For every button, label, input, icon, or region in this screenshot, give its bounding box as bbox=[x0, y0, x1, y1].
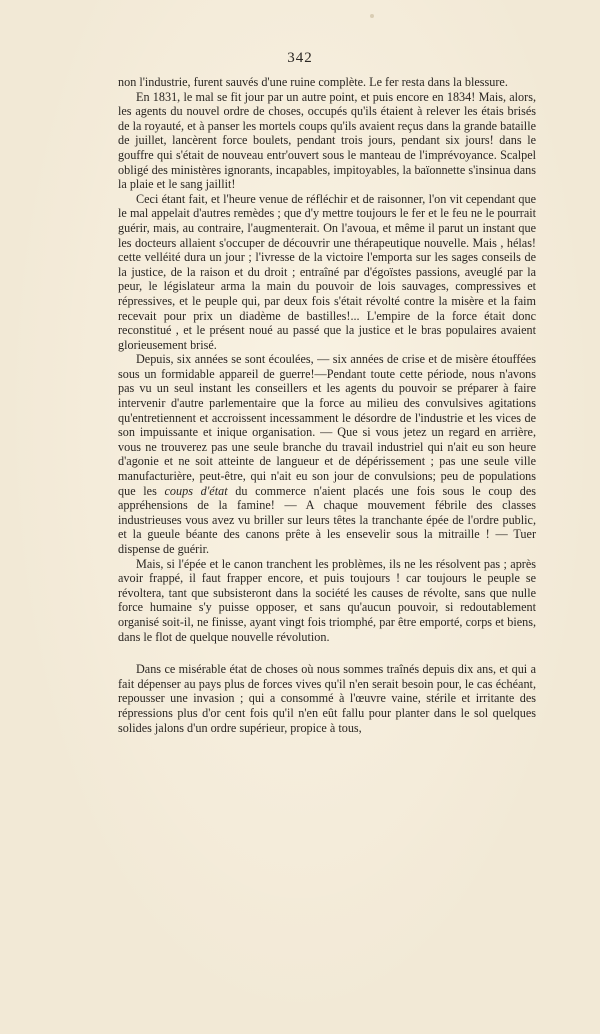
paragraph-2: En 1831, le mal se fit jour par un autre point, et puis encore en 1834! Mais, alors, les agents du nouvel ordre de choses, occupés qu'ils étaient à relever les étais brisés de la royauté, et à panser les mortels coups qu'ils avaient reçus dans la grande bataille de juillet, lancèrent force boulets, pendant trois jours, pendant six jours! dans le gouffre qui s'était de nouveau entr'ouvert sous le manteau de l'imprévoyance. Scalpel obligé des ministères ignorants, incapables, impitoyables, la baïonnette s'insinua dans la plaie et le sang jaillit! bbox=[118, 89, 536, 192]
paragraph-1: non l'industrie, furent sauvés d'une ruine complète. Le fer resta dans la blessure. bbox=[118, 75, 508, 89]
paragraph-5: Mais, si l'épée et le canon tranchent les problèmes, ils ne les résolvent pas ; après avoir frappé, il faut frapper encore, et puis toujours ! car toujours le peuple se révoltera, tant que subsisteront dans la société les causes de révolte, sans que nulle force humaine s'y puisse opposer, et sans qu'aucun pouvoir, si redoutablement organisé soit-il, ne finisse, ayant vingt fois triomphé, par être emporté, corps et biens, dans le flot de quelque nouvelle révolution. bbox=[118, 556, 536, 644]
paragraph-4 bbox=[118, 352, 536, 556]
paragraph-4-head: Depuis, six années se sont écoulées, — six années de crise et de misère étouffées sous un formidable appareil de guerre!—Pendant toute cette période, nous n'avons pas vu un seul instant les conseillers et les agents du pouvoir se préparer à faire intervenir d'autre parlementaire que la force au milieu des convulsives agitations qu'entretiennent et accroissent incessamment le désordre de l'industrie et les vices de son impuissante et inique organisation. — Que si vous jetez un regard en arrière, vous ne trouverez pas une seule branche du travail industriel qui n'ait eu son heure d'agonie et ne soit atteinte de langueur et de dépérissement ; pas une seule ville manufacturière, peut-être, qui n'ait eu son jour de convulsions; peu de populations que les bbox=[118, 352, 536, 498]
page-number: 342 bbox=[287, 50, 313, 66]
section-gap bbox=[118, 644, 536, 662]
paper-speck bbox=[370, 14, 374, 18]
paragraph-3: Ceci étant fait, et l'heure venue de réfléchir et de raisonner, l'on vit cependant que le mal appelait d'autres remèdes ; que d'y mettre toujours le fer et le feu ne le pourrait guérir, mais, au contraire, l'augmenterait. On l'avoua, et même il parut un instant que les docteurs allaient s'occuper de découvrir une thérapeutique nouvelle. Mais , hélas! cette velléité dura un jour ; l'ivresse de la victoire l'emporta sur les sages conseils de la justice, de la raison et du droit ; entraîné par d'égoïstes passions, aveuglé par la peur, le législateur arma la main du pouvoir de lois sauvages, compressives et répressives, et le peuple qui, par deux fois s'était révolté contre la misère et la faim recevait pour prix un diadème de bastilles!... L'empire de la force était donc reconstitué , et le présent noué au passé que la justice et le bras populaires avaient glorieusement brisé. bbox=[118, 191, 536, 352]
paragraph-4-italic: coups d'état bbox=[164, 483, 228, 498]
body-text bbox=[118, 75, 536, 735]
paragraph-4-tail: du commerce n'aient placés une fois sous le coup des appréhensions de la famine! — A chaque mouvement fébrile des classes industrieuses vous avez vu briller sur leurs têtes la tranchante épée de l'ordre public, et la gueule béante des canons prête à les ensevelir sous la mitraille ! — Tuer dispense de guérir. bbox=[118, 483, 536, 556]
paragraph-6: Dans ce misérable état de choses où nous sommes traînés depuis dix ans, et qui a fait dépenser au pays plus de forces vives qu'il n'en serait besoin pour, le cas échéant, repousser une invasion ; qui a consommé à l'œuvre vaine, stérile et irritante des répressions plus d'or cent fois qu'il n'en eût fallu pour planter dans le sol quelques solides jalons d'un ordre supérieur, propice à tous, bbox=[118, 662, 536, 735]
